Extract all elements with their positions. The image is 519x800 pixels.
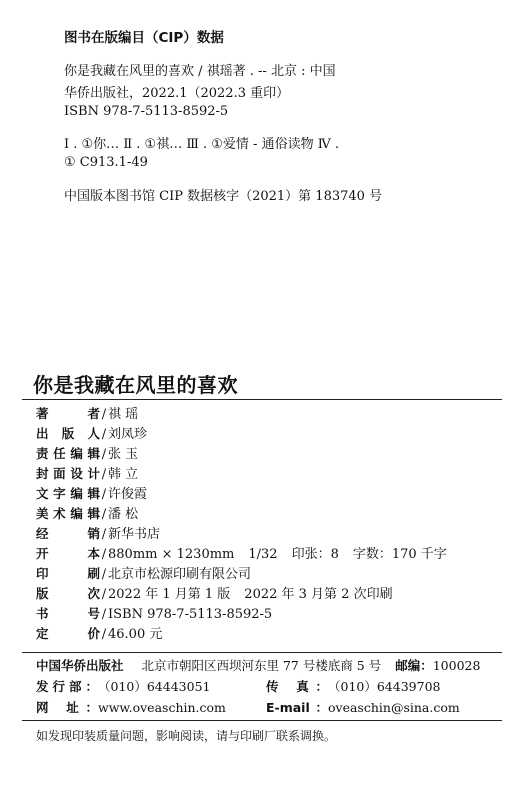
meta-row-author xyxy=(36,404,138,424)
meta-separator: / xyxy=(101,427,107,442)
meta-row-cover-design xyxy=(36,464,138,484)
meta-separator: / xyxy=(101,467,107,482)
meta-key: 书号 xyxy=(36,606,100,621)
meta-row-edition xyxy=(36,584,393,604)
cip-isbn: ISBN 978-7-5113-8592-5 xyxy=(64,104,229,119)
publisher-address: 北京市朝阳区西坝河东里 77 号楼底商 5 号 xyxy=(141,658,382,673)
web-line xyxy=(36,698,496,718)
cip-line-2: 华侨出版社，2022.1（2022.3 重印） xyxy=(64,86,290,101)
phone-line xyxy=(36,677,496,697)
fax-label: 传 真： xyxy=(266,679,328,694)
meta-row-price xyxy=(36,624,162,644)
meta-word-count: 字数：170 千字 xyxy=(352,547,447,562)
cip-line-1: 你是我藏在风里的喜欢 / 祺瑶著 . -- 北京 : 中国 xyxy=(64,64,336,79)
meta-separator: / xyxy=(101,587,107,602)
cip-classification-2: ① C913.1-49 xyxy=(64,155,148,170)
meta-value: ISBN 978-7-5113-8592-5 xyxy=(108,607,273,622)
meta-row-distributor xyxy=(36,524,160,544)
meta-printing: 2022 年 3 月第 2 次印刷 xyxy=(244,587,393,602)
meta-format-size: 1/32 xyxy=(248,547,278,562)
meta-row-printer xyxy=(36,564,251,584)
meta-key: 开本 xyxy=(36,546,100,561)
meta-separator: / xyxy=(101,567,107,582)
meta-separator: / xyxy=(101,527,107,542)
meta-value: 韩 立 xyxy=(108,467,139,482)
meta-key: 封面设计 xyxy=(36,466,100,481)
meta-row-format xyxy=(36,544,447,564)
meta-value: 北京市松源印刷有限公司 xyxy=(108,567,252,582)
publisher-name: 中国华侨出版社 xyxy=(36,658,124,673)
meta-key: 定价 xyxy=(36,626,100,641)
meta-key: 出版人 xyxy=(36,426,100,441)
meta-value: 2022 年 1 月第 1 版 xyxy=(108,587,231,602)
meta-key: 美术编辑 xyxy=(36,506,100,521)
meta-separator: / xyxy=(101,507,107,522)
meta-row-art-editor xyxy=(36,504,138,524)
publisher-line xyxy=(36,656,480,676)
email-label: E-mail： xyxy=(266,700,328,715)
meta-key: 经销 xyxy=(36,526,100,541)
sales-phone: （010）64443051 xyxy=(98,679,211,694)
email: oveaschin@sina.com xyxy=(328,700,460,715)
meta-value: 880mm × 1230mm xyxy=(108,547,235,562)
meta-value: 46.00 元 xyxy=(108,627,163,642)
meta-value: 张 玉 xyxy=(108,447,139,462)
fax-number: （010）64439708 xyxy=(328,679,441,694)
meta-key: 版次 xyxy=(36,586,100,601)
meta-row-editor xyxy=(36,444,138,464)
meta-separator: / xyxy=(101,547,107,562)
meta-sheets: 印张：8 xyxy=(291,547,339,562)
postcode: 100028 xyxy=(432,658,481,673)
publisher-divider-bottom xyxy=(22,720,502,721)
quality-notice: 如发现印装质量问题，影响阅读，请与印刷厂联系调换。 xyxy=(36,729,337,743)
meta-value: 潘 松 xyxy=(108,507,139,522)
publisher-divider-top xyxy=(22,652,502,653)
meta-key: 著者 xyxy=(36,406,100,421)
meta-row-isbn xyxy=(36,604,272,624)
meta-row-publisher-person xyxy=(36,424,147,444)
meta-separator: / xyxy=(101,407,107,422)
title-divider xyxy=(22,399,502,400)
postcode-label: 邮编： xyxy=(395,658,433,673)
sales-label: 发行部： xyxy=(36,679,98,694)
meta-value: 祺 瑶 xyxy=(108,407,139,422)
meta-value: 新华书店 xyxy=(108,527,161,542)
meta-value: 许俊霞 xyxy=(108,487,148,502)
meta-separator: / xyxy=(101,447,107,462)
meta-row-text-editor xyxy=(36,484,147,504)
meta-separator: / xyxy=(101,607,107,622)
meta-key: 印刷 xyxy=(36,566,100,581)
cip-classification-1: Ⅰ . ①你… Ⅱ . ①祺… Ⅲ . ①爱情 - 通俗读物 Ⅳ . xyxy=(64,137,339,152)
cip-data-number: 中国版本图书馆 CIP 数据核字（2021）第 183740 号 xyxy=(64,189,383,204)
meta-key: 责任编辑 xyxy=(36,446,100,461)
meta-separator: / xyxy=(101,487,107,502)
book-title: 你是我藏在风里的喜欢 xyxy=(33,373,238,397)
meta-separator: / xyxy=(101,627,107,642)
website: www.oveaschin.com xyxy=(98,700,226,715)
meta-value: 刘凤珍 xyxy=(108,427,148,442)
cip-heading: 图书在版编目（CIP）数据 xyxy=(64,30,224,46)
meta-key: 文字编辑 xyxy=(36,486,100,501)
web-label: 网 址： xyxy=(36,700,98,715)
